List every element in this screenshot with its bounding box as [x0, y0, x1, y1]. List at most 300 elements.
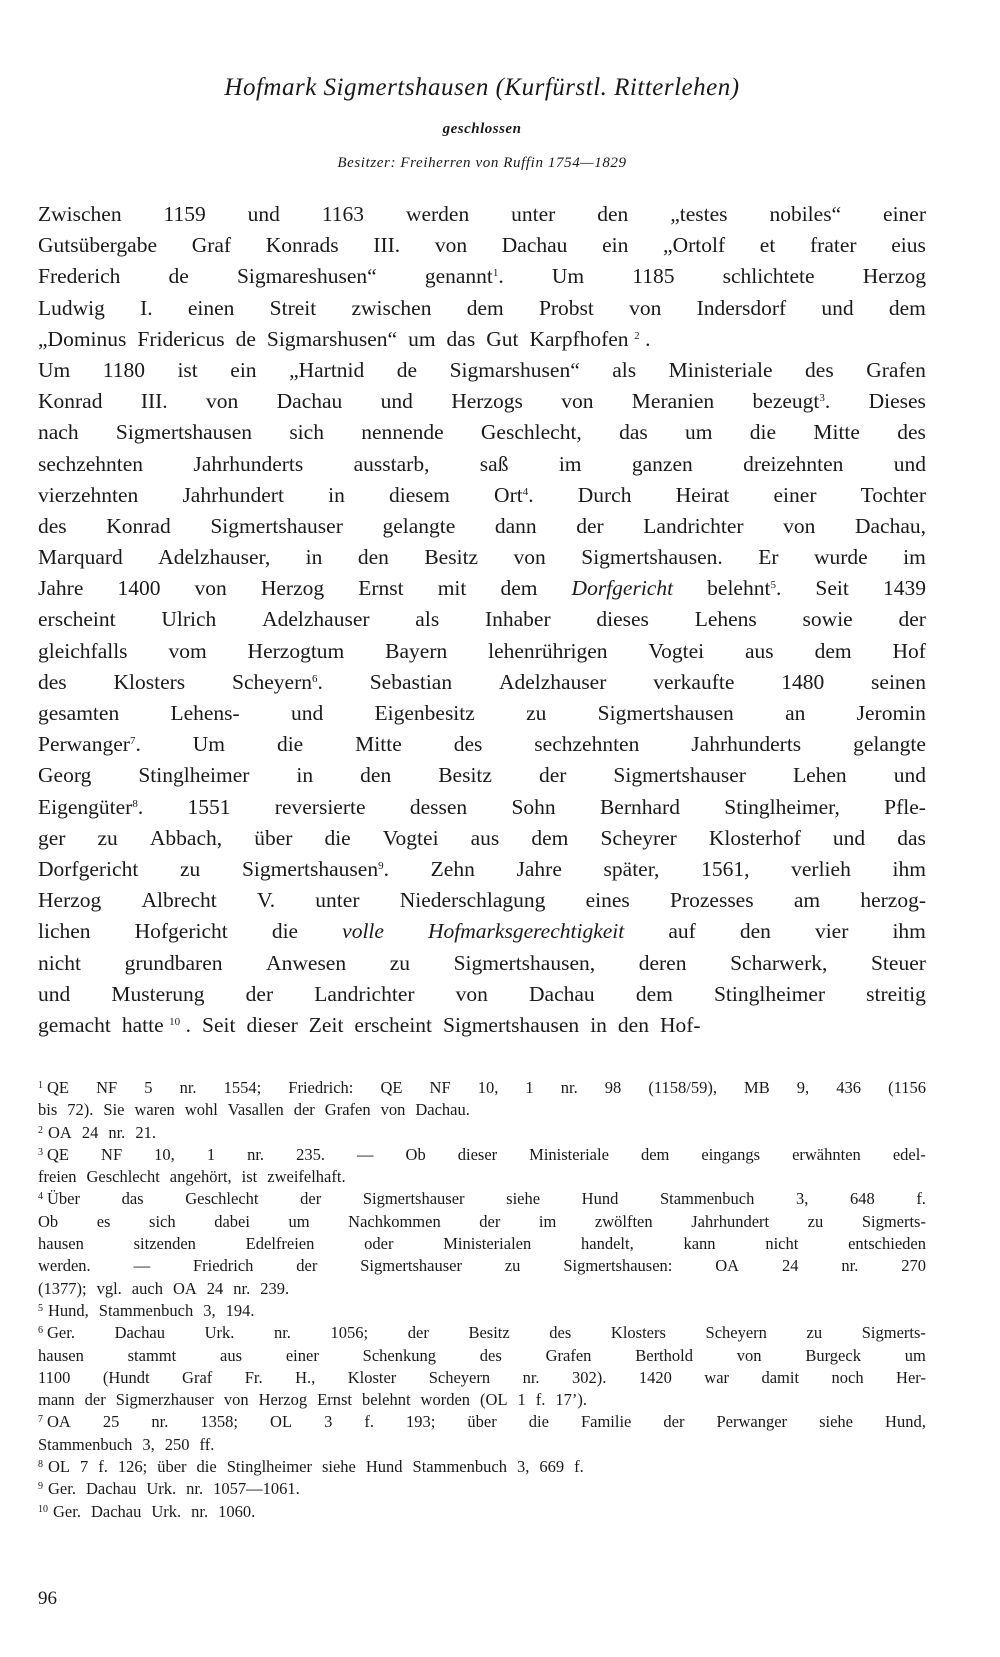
word: Eigenbesitz — [374, 701, 475, 725]
word: aus — [470, 825, 500, 850]
word: Er — [758, 545, 779, 570]
word: 1060. — [218, 1501, 256, 1521]
word: Adelzhauser — [262, 607, 370, 632]
text-line — [38, 386, 926, 417]
word: Ludwig — [38, 295, 105, 320]
word: von — [561, 389, 594, 414]
word: streitig — [866, 981, 926, 1006]
word: Probst — [538, 295, 594, 320]
word: f. — [98, 1457, 108, 1477]
footnote-line — [38, 1077, 926, 1099]
word: Herzog — [258, 1390, 308, 1410]
word: nach — [38, 420, 79, 445]
word: Frederich — [38, 264, 121, 289]
word: Konrad — [106, 513, 171, 538]
word: f. — [535, 1390, 546, 1410]
text-line — [38, 324, 926, 355]
word: Gut — [486, 326, 519, 351]
word: Scheyern — [705, 1323, 767, 1343]
word: 1180 — [102, 357, 145, 382]
word: Meranien — [631, 389, 715, 414]
word: nr. — [108, 1122, 126, 1142]
word: Hof- — [659, 1012, 701, 1037]
word: zwischen — [351, 295, 432, 320]
word: Seit — [815, 576, 849, 601]
word: belehnt — [361, 1390, 411, 1410]
word: Geschlecht — [185, 1189, 259, 1209]
word: Burgeck — [805, 1345, 861, 1365]
word: $^5$ Hund, — [38, 1300, 89, 1320]
word: 1 — [517, 1390, 526, 1410]
word: $^{10}$ Ger. — [38, 1501, 81, 1521]
word: unter — [511, 202, 556, 226]
page-title: Hofmark Sigmertshausen (Kurfürstl. Ritterlehen) — [224, 74, 740, 101]
word: ihm — [892, 919, 926, 944]
word: und — [893, 451, 926, 476]
footnote-marker[interactable]: 1 — [492, 267, 499, 280]
word: der — [538, 763, 567, 788]
word: Konrad — [38, 389, 103, 414]
word: Jeromin — [856, 701, 926, 725]
footnote-line — [38, 1166, 926, 1188]
word: nobiles“ — [769, 202, 842, 226]
word: um — [288, 1211, 310, 1231]
word: 24 — [81, 1122, 99, 1142]
status-label: geschlossen — [442, 121, 522, 137]
word: dem — [635, 981, 673, 1006]
word: Sigmertshauser — [210, 513, 343, 538]
word: über — [254, 825, 293, 850]
word: deren — [638, 950, 687, 975]
word: Zwischen — [38, 202, 122, 226]
word: von — [629, 295, 662, 320]
word: Vogtei — [382, 825, 439, 850]
word: den — [357, 545, 389, 570]
word: 1400 — [117, 576, 161, 601]
word: zu — [179, 856, 201, 881]
word: Sigmertshauser — [360, 1256, 462, 1276]
word: dem — [531, 825, 569, 850]
word: Sigmarshusen“ — [449, 357, 580, 382]
word: der — [293, 1100, 315, 1120]
word: nr. — [151, 1412, 169, 1432]
word: Hund — [365, 1457, 403, 1477]
text-line — [38, 854, 926, 885]
word: gelangte — [853, 732, 926, 757]
word: sitzenden — [133, 1234, 196, 1254]
word: Zeit — [308, 1012, 344, 1037]
word: (OL — [480, 1390, 508, 1410]
word: 10, — [154, 1144, 175, 1164]
word: Dorfgericht — [38, 856, 139, 881]
footnote-marker[interactable]: 4 — [522, 485, 529, 498]
word: Berthold — [635, 1345, 693, 1365]
word: (1377); — [38, 1278, 87, 1298]
word: eingangs — [701, 1144, 761, 1164]
word: von — [206, 389, 239, 414]
word: Adelzhauser, — [158, 545, 271, 570]
word: Herzog — [862, 264, 926, 289]
text-line — [38, 948, 926, 979]
footnote-marker[interactable]: 3 — [819, 392, 825, 405]
word: von — [783, 513, 816, 538]
word: den — [617, 1012, 649, 1037]
word: nr. — [191, 1501, 209, 1521]
word: 1163 — [321, 202, 365, 226]
word: 3, — [516, 1457, 530, 1477]
footnote-line — [38, 1255, 926, 1277]
word: 1439 — [882, 576, 926, 601]
word: Hof — [892, 638, 926, 663]
word: 24 — [206, 1278, 224, 1298]
word: 126; — [117, 1457, 148, 1477]
word: siehe — [506, 1189, 541, 1209]
word: V. — [256, 888, 276, 913]
word: als — [415, 607, 440, 632]
word: ausstarb, — [353, 451, 430, 476]
word: 24 — [781, 1256, 799, 1276]
text-line — [38, 979, 926, 1010]
word: 1358; — [200, 1412, 238, 1432]
text-line — [38, 885, 926, 916]
word: 3, — [142, 1434, 155, 1454]
text-line — [38, 293, 926, 324]
word: Schenkung — [362, 1345, 436, 1365]
word: Landrichter — [314, 981, 415, 1006]
word: verkaufte — [653, 669, 735, 694]
word: Sigmertshauser — [362, 1189, 465, 1209]
text-line — [38, 760, 926, 791]
footnote-line — [38, 1278, 926, 1300]
word: Dachau, — [854, 513, 926, 538]
word: OL — [270, 1412, 293, 1432]
word: Stinglheimer — [138, 763, 250, 788]
footnote-marker[interactable]: 10 — [169, 1015, 181, 1028]
word: wurde — [813, 545, 868, 570]
word: 239. — [260, 1278, 290, 1298]
word: über — [467, 1412, 497, 1432]
word: Geschlecht, — [480, 420, 582, 445]
word: die — [276, 732, 304, 757]
word: zu — [526, 701, 547, 725]
word: nr. — [522, 1367, 540, 1387]
word: I. — [140, 295, 153, 320]
word: Sohn — [511, 794, 556, 819]
footnote-marker[interactable]: 9 — [378, 859, 384, 872]
word: Graf — [191, 233, 232, 258]
word: $^7$ OA — [38, 1412, 71, 1432]
word: 1420 — [638, 1367, 672, 1387]
word: Dachau — [114, 1323, 165, 1343]
word: die — [324, 825, 351, 850]
word: Ort$^4$. — [494, 482, 534, 507]
word: Mitte — [355, 732, 402, 757]
word: Eigengüter$^8$. — [38, 794, 144, 819]
word: als — [612, 357, 637, 382]
word: wohl — [184, 1100, 218, 1120]
text-line — [38, 511, 926, 542]
word: edel- — [892, 1144, 926, 1164]
word: Fr. — [244, 1367, 263, 1387]
word: (1156 — [888, 1078, 926, 1097]
word: zu — [806, 1323, 823, 1343]
word: de — [235, 326, 256, 351]
word: eius — [891, 233, 926, 258]
word: — — [357, 1144, 374, 1164]
word: ger — [38, 825, 66, 850]
word: Gutsübergabe — [38, 233, 158, 258]
word: reversierte — [274, 794, 366, 819]
footnote-number: 2 — [38, 1124, 43, 1136]
word: Vogtei — [648, 638, 705, 663]
word: Niederschlagung — [399, 888, 546, 913]
text-line — [38, 916, 926, 947]
word: von — [194, 576, 227, 601]
word: des — [897, 420, 926, 445]
word: des — [453, 732, 483, 757]
word — [572, 573, 674, 604]
word: und — [290, 701, 324, 725]
word: „Hartnid — [289, 357, 365, 382]
word: Hund, — [885, 1412, 926, 1432]
word: Grafen — [545, 1345, 592, 1365]
word: $^6$ Ger. — [38, 1323, 75, 1343]
word: siehe — [321, 1457, 356, 1477]
footnote-line — [38, 1389, 926, 1411]
footnote-line — [38, 1300, 926, 1322]
word: dem — [466, 295, 504, 320]
footnote-line — [38, 1144, 926, 1166]
word: 648 — [849, 1189, 875, 1209]
word: einen — [187, 295, 235, 320]
word: Prozesses — [670, 888, 754, 913]
word: Her- — [896, 1367, 926, 1387]
word: Stammenbuch — [98, 1300, 194, 1320]
text-line — [38, 199, 926, 230]
word: Urk. — [146, 1479, 177, 1499]
word: Landrichter — [643, 513, 744, 538]
footnote-line — [38, 1322, 926, 1344]
word: 270 — [901, 1256, 926, 1276]
word: Jahrhunderts — [193, 451, 304, 476]
word: ihm — [892, 856, 926, 881]
word: 235. — [296, 1144, 325, 1164]
word: 1561, — [701, 856, 750, 881]
text-line — [38, 573, 926, 604]
word: Durch — [577, 482, 632, 507]
footnote-marker[interactable]: 8 — [132, 797, 138, 810]
word: stammt — [127, 1345, 177, 1365]
word: einer — [883, 202, 926, 226]
word: Heirat — [675, 482, 730, 507]
word: nr. — [186, 1479, 204, 1499]
word: Klosters — [113, 669, 186, 694]
word: aus — [220, 1345, 243, 1365]
word: Sigmareshusen“ — [236, 264, 377, 289]
word: Indersdorf — [696, 295, 787, 320]
word: der — [576, 513, 604, 538]
owner-line: Besitzer: Freiherren von Ruffin 1754—1829 — [337, 155, 627, 171]
word: 98 — [604, 1078, 622, 1097]
word: Vasallen — [227, 1100, 284, 1120]
word: gemacht — [38, 1012, 111, 1037]
footnote-marker[interactable]: 5 — [770, 579, 776, 592]
word: III. — [140, 389, 168, 414]
word: herzog- — [860, 888, 926, 913]
word: 25 — [102, 1412, 120, 1432]
footnotes — [38, 1077, 926, 1523]
word: (Hundt — [102, 1367, 150, 1387]
word: auf — [668, 919, 696, 944]
word: 1 — [525, 1078, 534, 1097]
word: sechzehnten — [38, 451, 144, 476]
word: Klosters — [610, 1323, 666, 1343]
word: Um — [551, 264, 585, 289]
word: Dachau — [276, 389, 343, 414]
word: Friedrich: — [288, 1078, 354, 1097]
word: Sigmertshauser — [613, 763, 746, 788]
word: von — [380, 1100, 406, 1120]
word: vierzehnten — [38, 482, 139, 507]
word: Lehen — [792, 763, 847, 788]
word: Stinglheimer — [713, 981, 826, 1006]
word: bis — [38, 1100, 58, 1120]
word: grundbaren — [124, 950, 223, 975]
word: Perwanger — [716, 1412, 788, 1432]
word: Bernhard — [599, 794, 680, 819]
emphasized-term: Dorfgericht — [571, 576, 674, 601]
footnote-line — [38, 1122, 926, 1144]
word: lichen — [38, 919, 91, 944]
text-line — [38, 355, 926, 386]
footnote-marker[interactable]: 7 — [129, 735, 136, 748]
footnote-number: 9 — [38, 1481, 43, 1493]
word: 436 — [836, 1078, 861, 1097]
text-line — [38, 698, 926, 729]
word: angehört, — [169, 1167, 232, 1187]
word: um — [408, 326, 436, 351]
word: die — [196, 1457, 217, 1477]
word: der — [407, 1323, 429, 1343]
text-line — [38, 1010, 926, 1041]
word: hausen — [38, 1345, 84, 1365]
word: und — [247, 202, 280, 226]
word: Nachkommen — [348, 1211, 441, 1231]
word: oder — [364, 1234, 394, 1254]
word: 3, — [795, 1189, 809, 1209]
word: „Dominus — [38, 326, 127, 351]
word: dann — [494, 513, 537, 538]
word: 7 — [80, 1457, 89, 1477]
word: des — [805, 357, 834, 382]
word: nr. — [247, 1144, 265, 1164]
word: 1159 — [163, 202, 206, 226]
word: nr. — [273, 1323, 291, 1343]
text-line — [38, 636, 926, 667]
word: unter — [315, 888, 360, 913]
word: hausen — [38, 1234, 84, 1254]
word: 194. — [225, 1300, 255, 1320]
footnote-marker[interactable]: 6 — [312, 672, 318, 685]
text-line — [38, 417, 926, 448]
footnote-line — [38, 1099, 926, 1121]
word: das — [121, 1189, 144, 1209]
word: einer — [285, 1345, 319, 1365]
word: von — [223, 1390, 249, 1410]
word: Herzogs — [451, 389, 523, 414]
word: und — [38, 981, 71, 1006]
word: ganzen — [631, 451, 693, 476]
word: die — [528, 1412, 549, 1432]
word: freien — [38, 1167, 77, 1187]
footnote-line — [38, 1233, 926, 1255]
word: 9, — [796, 1078, 810, 1097]
footnote-number: 8 — [38, 1459, 43, 1471]
footnote-number: 5 — [38, 1302, 43, 1314]
word: — — [133, 1256, 151, 1276]
word: $^4$ Über — [38, 1189, 80, 1209]
main-text — [38, 199, 926, 1041]
footnote-number: 4 — [38, 1191, 43, 1203]
word: nennende — [361, 420, 444, 445]
word: Stammenbuch — [412, 1457, 507, 1477]
word: OA — [715, 1256, 740, 1276]
emphasized-term: volle — [342, 919, 384, 944]
word: dem — [814, 638, 852, 663]
word: seinen — [871, 669, 926, 694]
word: des — [479, 1345, 502, 1365]
word: Urk. — [151, 1501, 182, 1521]
word: auch — [131, 1278, 163, 1298]
word: Stinglheimer — [226, 1457, 312, 1477]
word: ist — [241, 1167, 258, 1187]
word: genannt$^1$. — [424, 264, 504, 289]
word: Sigmerzhauser — [115, 1390, 214, 1410]
word: Dachau — [501, 233, 568, 258]
word: nicht — [38, 950, 81, 975]
word: sich — [289, 420, 324, 445]
word: Scheyrer — [600, 825, 677, 850]
word: Jahrhunderts — [691, 732, 802, 757]
footnote-marker[interactable]: 2 — [634, 329, 640, 342]
word: vier — [814, 919, 849, 944]
word: 10, — [477, 1078, 499, 1097]
word: gleichfalls — [38, 638, 128, 663]
word: Mitte — [813, 420, 860, 445]
word: zu — [807, 1211, 824, 1231]
word: Marquard — [38, 545, 123, 570]
word: den — [360, 763, 392, 788]
word: 1 — [206, 1144, 216, 1164]
word: verlieh — [791, 856, 851, 881]
word: nr. — [560, 1078, 578, 1097]
text-line — [38, 667, 926, 698]
word: Edelfreien — [245, 1234, 315, 1254]
word: waren — [134, 1100, 175, 1120]
word: vom — [168, 638, 207, 663]
word: Sigmerts- — [861, 1323, 926, 1343]
word: Geschlecht — [86, 1167, 160, 1187]
word: mit — [437, 576, 467, 601]
word: Hofgericht — [134, 919, 228, 944]
word: das — [619, 420, 648, 445]
footnote-line — [38, 1345, 926, 1367]
word: vgl. — [96, 1278, 122, 1298]
word: Streit — [269, 295, 317, 320]
word: dem — [640, 1144, 670, 1164]
word: Friedrich — [192, 1256, 254, 1276]
text-line — [38, 480, 926, 511]
